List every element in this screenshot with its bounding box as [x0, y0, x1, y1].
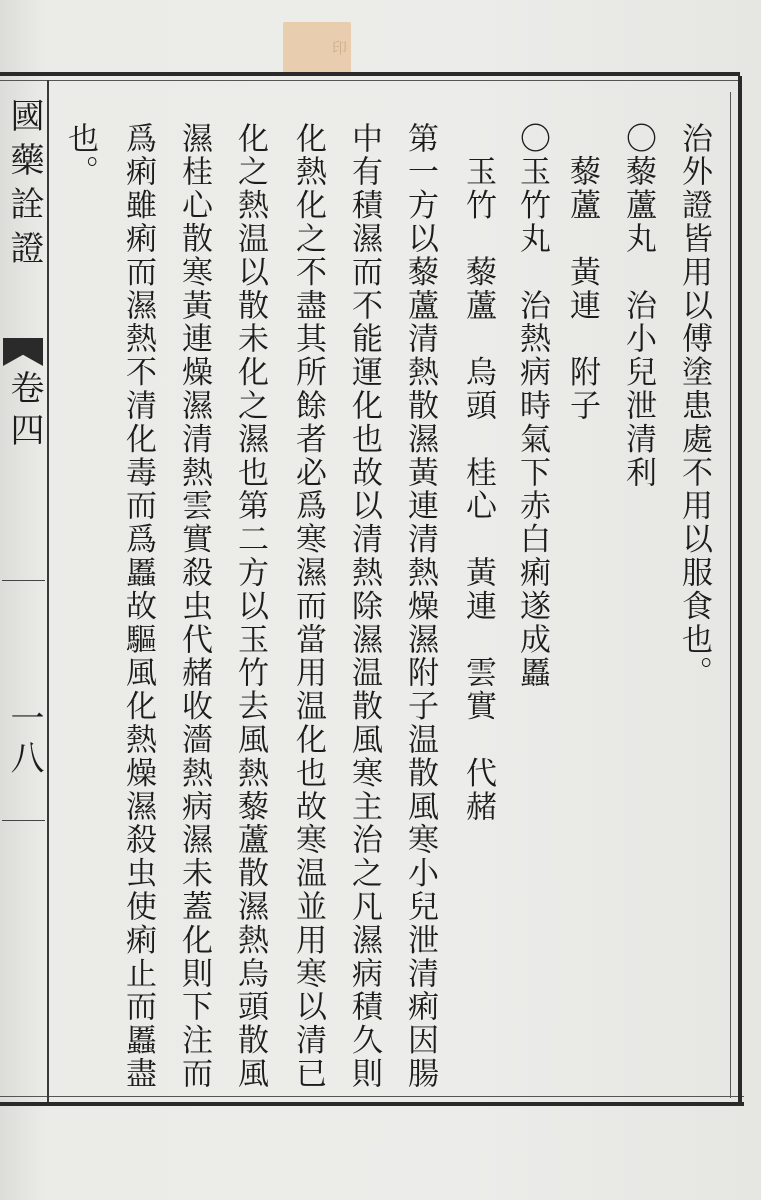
text-column-9: 化之熱温以散未化之濕也第二方以玉竹去風熱藜蘆散濕熱烏頭散風 — [232, 122, 268, 1091]
frame-right-border — [738, 76, 742, 1106]
text-column-10: 濕桂心散寒黃連燥濕清熱雲實殺虫代赭收濇熱病濕未蓋化則下注而 — [176, 122, 212, 1091]
text-column-8: 化熱化之不盡其所餘者必爲寒濕而當用温化也故寒温並用寒以清已 — [290, 122, 326, 1091]
text-column-5: 玉竹 藜蘆 烏頭 桂心 黃連 雲實 代赭 — [460, 122, 496, 824]
margin-divider — [2, 580, 45, 581]
frame-top-border — [0, 72, 740, 76]
text-column-6: 第一方以藜蘆清熱散濕黃連清熱燥濕附子温散風寒小兒泄清痢因腸 — [402, 122, 438, 1091]
frame-bottom-inner-border — [0, 1096, 744, 1097]
text-column-1: 治外證皆用以傅塗患處不用以服食也。 — [676, 122, 712, 690]
frame-top-inner-border — [0, 80, 740, 81]
text-column-3: 藜蘆 黃連 附子 — [564, 122, 600, 423]
margin-divider-lower — [2, 820, 45, 821]
frame-right-inner-border — [730, 92, 731, 1098]
book-title: 國藥詮證 — [4, 98, 44, 274]
library-seal: 印 — [283, 22, 351, 74]
text-column-12: 也。 — [62, 122, 98, 189]
fish-tail-mark — [3, 338, 43, 366]
volume-label: 卷四 — [4, 370, 44, 454]
text-column-2: 〇藜蘆丸 治小兒泄清利 — [620, 122, 656, 490]
page-number: 一八 — [4, 700, 44, 780]
frame-bottom-border — [0, 1102, 744, 1106]
text-column-4: 〇玉竹丸 治熱病時氣下赤白痢遂成䘌 — [514, 122, 550, 690]
spine-margin — [0, 80, 47, 1102]
text-column-7: 中有積濕而不能運化也故以清熱除濕温散風寒主治之凡濕病積久則 — [346, 122, 382, 1091]
text-column-11: 爲痢雖痢而濕熱不清化毒而爲䘌故驅風化熱燥濕殺虫使痢止而䘌盡 — [120, 122, 156, 1091]
spine-divider — [47, 80, 49, 1102]
